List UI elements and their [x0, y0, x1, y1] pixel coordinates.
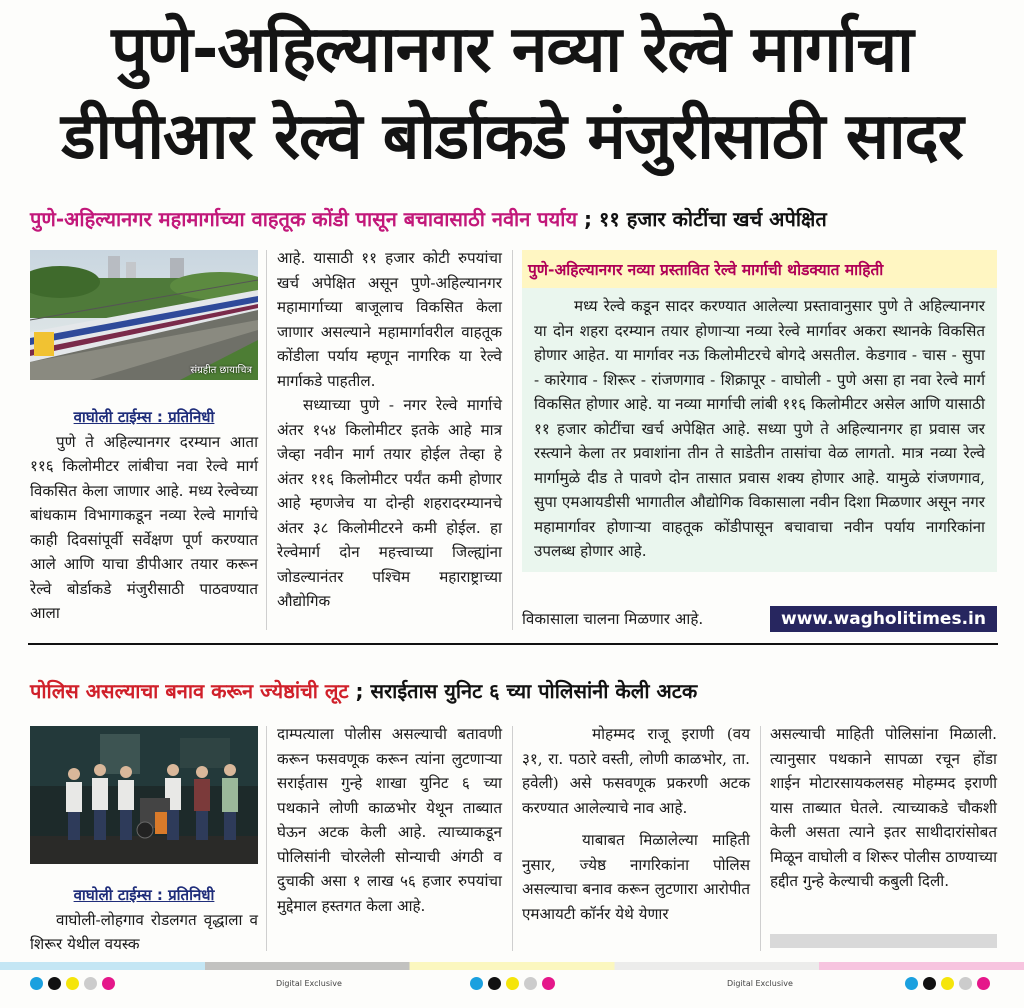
story2-column-4 [770, 722, 997, 894]
website-url-badge: www.wagholitimes.in [770, 606, 997, 632]
story1-col2-p1: आहे. यासाठी ११ हजार कोटी रुपयांचा खर्च अपेक्षित असून पुणे-अहिल्यानगर महामार्गाच्या बाजूलाच विकसित केला जाणार असल्याने महामार्गावरील वाहतूक कोंडीला पर्याय म्हणून नागरिक या रेल्वे मार्गाकडे पाहतील. [277, 249, 502, 390]
grey-strip [770, 934, 997, 948]
story1-subhead-main: पुणे-अहिल्यानगर महामार्गाच्या वाहतूक कोंडी पासून बचावासाठी नवीन पर्याय [30, 207, 578, 231]
cyan-dot [905, 977, 918, 990]
story1-byline: वाघोली टाईम्स : प्रतिनिधी [73, 408, 215, 426]
yellow-dot [941, 977, 954, 990]
section-separator [28, 643, 998, 645]
story2-column-1 [30, 883, 258, 957]
story1-column-2 [277, 246, 502, 614]
registration-dots-right [905, 975, 990, 994]
train-photo [30, 250, 258, 380]
yellow-dot [66, 977, 79, 990]
story1-col1-text: पुणे ते अहिल्यानगर दरम्यान आता ११६ किलोमीटर लांबीचा नवा रेल्वे मार्ग विकसित केला जाणार आहे. मध्य रेल्वेच्या बांधकाम विभागाकडून नव्या रेल्वे मार्गाचे काही दिवसांपूर्वी सर्वेक्षण पूर्ण करण्यात आले आणि याचा डीपीआर तयार करून रेल्वे बोर्डाकडे मंजुरीसाठी पाठवण्यात आला [30, 432, 258, 622]
column-divider [512, 250, 513, 630]
column-divider [512, 726, 513, 951]
headline-line-2: डीपीआर रेल्वे बोर्डाकडे मंजुरीसाठी सादर [61, 100, 963, 174]
story1-column-1 [30, 405, 258, 626]
yellow-dot [506, 977, 519, 990]
story2-subhead-main: पोलिस असल्याचा बनाव करून ज्येष्ठांची लूट [30, 679, 349, 703]
photo-caption: संग्रहीत छायाचित्र [190, 365, 252, 376]
registration-dots-left [30, 975, 120, 994]
black-dot [488, 977, 501, 990]
magenta-dot [542, 977, 555, 990]
story2-col3-p2: याबाबत मिळालेल्या माहिती नुसार, ज्येष्ठ नागरिकांना पोलिस असल्याचा बनाव करून लुटणारा आरोपीत एमआयटी कॉर्नर येथे येणार [522, 831, 750, 923]
info-box-text: मध्य रेल्वे कडून सादर करण्यात आलेल्या प्रस्तावानुसार पुणे ते अहिल्यानगर या दोन शहरा दरम्यान तयार होणाऱ्या नव्या रेल्वे मार्गावर अकरा स्थानके विकसित होणार आहेत. या मार्गावर नऊ किलोमीटरचे बोगदे असतील. केडगाव - चास - सुपा - कारेगाव - शिरूर - रांजणगाव - शिक्रापूर - वाघोली - पुणे असा हा नवा रेल्वे मार्ग विकसित होणार आहे. या नव्या मार्गाची लांबी ११६ किलोमीटर असेल आणि यासाठी ११ हजार कोटींचा खर्च अपेक्षित आहे. सध्या पुणे ते अहिल्यानगर हा प्रवास जर रस्त्याने केला तर प्रवाशांना तीन ते साडेतीन तासांचा वेळ लागतो. मात्र नव्या रेल्वे मार्गामुळे दीड ते पावणे दोन तासात प्रवास शक्य होणार आहे. यामुळे रांजणगाव, सुपा एमआयडीसी भागातील औद्योगिक विकासाला नवीन दिशा मिळणार असून नगर महामार्गावर होणाऱ्या वाहतूक कोंडीपासून बचावाचा नवीन पर्याय नागरिकांना उपलब्ध होणार आहे. [534, 297, 985, 560]
story2-subhead-extra: ; सराईतास युनिट ६ च्या पोलिसांनी केली अटक [348, 679, 698, 703]
column-divider [760, 726, 761, 951]
magenta-dot [977, 977, 990, 990]
footer-label-left: Digital Exclusive [276, 979, 342, 988]
police-group-photo [30, 726, 258, 864]
registration-dots-center [470, 975, 560, 994]
cyan-dot [470, 977, 483, 990]
column-divider [266, 250, 267, 630]
story1-col2-p2: सध्याच्या पुणे - नगर रेल्वे मार्गाचे अंतर १५४ किलोमीटर इतके आहे मात्र जेव्हा नवीन मार्ग तयार होईल तेव्हा हे अंतर ११६ किलोमीटर पर्यंत कमी होणार आहे म्हणजेच या दोन्ही शहरादरम्यानचे अंतर ३८ किलोमीटरने कमी होईल. हा रेल्वेमार्ग दोन महत्त्वाच्या जिल्ह्यांना जोडल्यानंतर पश्चिम महाराष्ट्राच्या औद्योगिक [277, 396, 502, 610]
black-dot [48, 977, 61, 990]
color-bar [0, 962, 1024, 970]
story2-subhead [30, 677, 697, 704]
footer-label-right: Digital Exclusive [727, 979, 793, 988]
column-divider [266, 726, 267, 951]
story1-subhead [30, 205, 827, 232]
story2-col3-p1: मोहम्मद राजू इराणी (वय ३१, रा. पठारे वस्ती, लोणी काळभोर, ता. हवेली) असे फसवणूक प्रकरणी अटक करण्यात आलेल्याचे नाव आहे. [522, 725, 750, 817]
grey-dot [84, 977, 97, 990]
headline-line-1: पुणे-अहिल्यानगर नव्या रेल्वे मार्गाचा [111, 13, 913, 87]
info-box [522, 250, 997, 572]
story1-subhead-extra: ; ११ हजार कोटींचा खर्च अपेक्षित [577, 207, 827, 231]
grey-dot [959, 977, 972, 990]
story1-col3-tail: विकासाला चालना मिळणार आहे. [522, 610, 704, 628]
story2-column-3 [522, 722, 750, 926]
grey-dot [524, 977, 537, 990]
black-dot [923, 977, 936, 990]
story2-col4-text: असल्याची माहिती पोलिसांना मिळाली. त्यानुसार पथकाने सापळा रचून होंडा शाईन मोटारसायकलसह मोहम्मद इराणी यास ताब्यात घेतले. त्याच्याकडे चौकशी केली असता त्याने इतर साथीदारांसोबत मिळून वाघोली व शिरूर पोलीस ठाण्याच्या हद्दीत गुन्हे केल्याची कबुली दिली. [770, 725, 997, 890]
info-box-body [522, 288, 997, 572]
story2-column-2 [277, 722, 502, 918]
cyan-dot [30, 977, 43, 990]
story2-col2-text: दाम्पत्याला पोलीस असल्याची बतावणी करून फसवणूक करून त्यांना लुटणाऱ्या सराईतास गुन्हे शाखा युनिट ६ च्या पथकाने लोणी काळभोर येथून ताब्यात घेऊन अटक केली आहे. त्याच्याकडून पोलिसांनी चोरलेली सोन्याची अंगठी व दुचाकी असा १ लाख ५६ हजार रुपयांचा मुद्देमाल हस्तगत केला आहे. [277, 725, 502, 915]
info-box-title: पुणे-अहिल्यानगर नव्या प्रस्तावित रेल्वे मार्गाची थोडक्यात माहिती [522, 250, 997, 288]
story2-byline: वाघोली टाईम्स : प्रतिनिधी [73, 886, 215, 904]
magenta-dot [102, 977, 115, 990]
story2-col1-text: वाघोली-लोहगाव रोडलगत वृद्धाला व शिरूर येथील वयस्क [30, 910, 258, 953]
